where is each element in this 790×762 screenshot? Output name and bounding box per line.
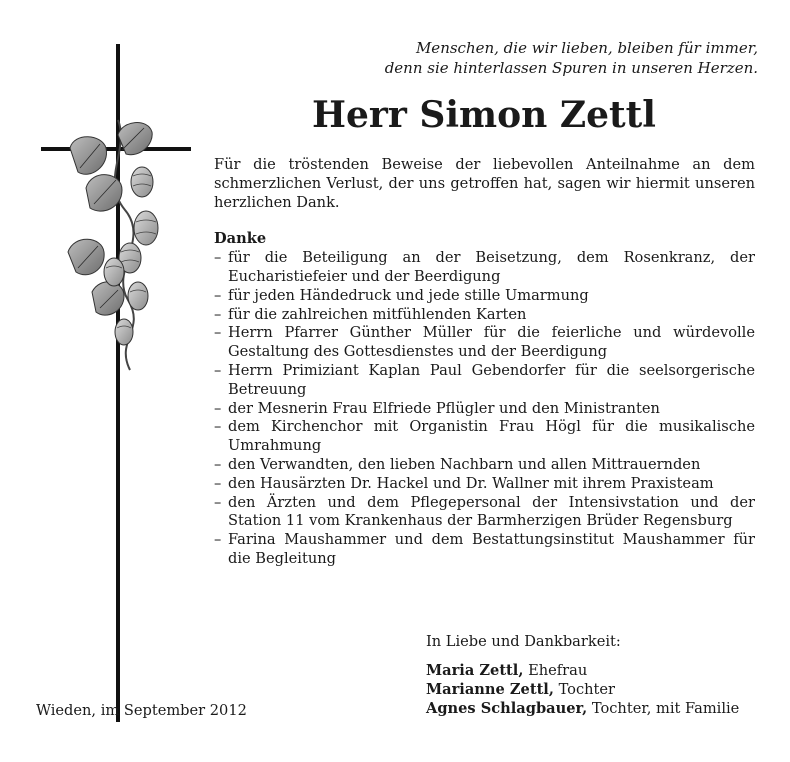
closing-line: In Liebe und Dankbarkeit: (426, 633, 621, 650)
signer-name: Marianne Zettl, (426, 681, 554, 698)
thanks-item: – für die Beteiligung an der Beisetzung, dem Rosenkranz, der Eucharistiefeier und der Beerdigung (214, 249, 755, 287)
notice-body (214, 156, 755, 569)
thanks-heading: Danke (214, 230, 267, 248)
place-date: Wieden, im September 2012 (36, 702, 247, 719)
signer-relation: Ehefrau (528, 662, 588, 679)
thanks-list (214, 249, 755, 569)
signer-1 (426, 661, 766, 680)
motto-line-2: denn sie hinterlassen Spuren in unseren Herzen. (384, 59, 758, 77)
intro-paragraph: Für die tröstenden Beweise der liebevollen Anteilnahme an dem schmerzlichen Verlust, der uns getroffen hat, sagen wir hiermit unseren herzlichen Dank. (214, 156, 755, 211)
thanks-item: – den Verwandten, den lieben Nachbarn und allen Mittrauernden (214, 456, 755, 475)
signer-2 (426, 680, 766, 699)
thanks-item: – für die zahlreichen mitfühlenden Karten (214, 306, 755, 325)
thanks-item: – dem Kirchenchor mit Organistin Frau Högl für die musikalische Umrahmung (214, 418, 755, 456)
signer-relation: Tochter, mit Familie (591, 700, 740, 717)
thanks-item: – den Hausärzten Dr. Hackel und Dr. Wallner mit ihrem Praxisteam (214, 475, 755, 494)
closing-block (426, 632, 766, 718)
motto-line-1: Menschen, die wir lieben, bleiben für immer, (415, 39, 758, 57)
thanks-item: – Herrn Pfarrer Günther Müller für die feierliche und würdevolle Gestaltung des Gottesdienstes und der Beerdigung (214, 324, 755, 362)
deceased-name: Herr Simon Zettl (312, 94, 656, 136)
signer-name: Maria Zettl, (426, 662, 524, 679)
thanks-item: – Farina Maushammer und dem Bestattungsinstitut Maushammer für die Begleitung (214, 531, 755, 569)
motto-quote (340, 38, 758, 78)
signer-3 (426, 699, 766, 718)
cross-with-hop-vine-icon (30, 40, 205, 730)
thanks-item: – den Ärzten und dem Pflegepersonal der Intensivstation und der Station 11 vom Krankenhaus der Barmherzigen Brüder Regensburg (214, 494, 755, 532)
signer-relation: Tochter (558, 681, 616, 698)
thanks-item: – Herrn Primiziant Kaplan Paul Gebendorfer für die seelsorgerische Betreuung (214, 362, 755, 400)
thanks-item: – der Mesnerin Frau Elfriede Pflügler und den Ministranten (214, 400, 755, 419)
thanks-item: – für jeden Händedruck und jede stille Umarmung (214, 287, 755, 306)
signer-name: Agnes Schlagbauer, (426, 700, 588, 717)
